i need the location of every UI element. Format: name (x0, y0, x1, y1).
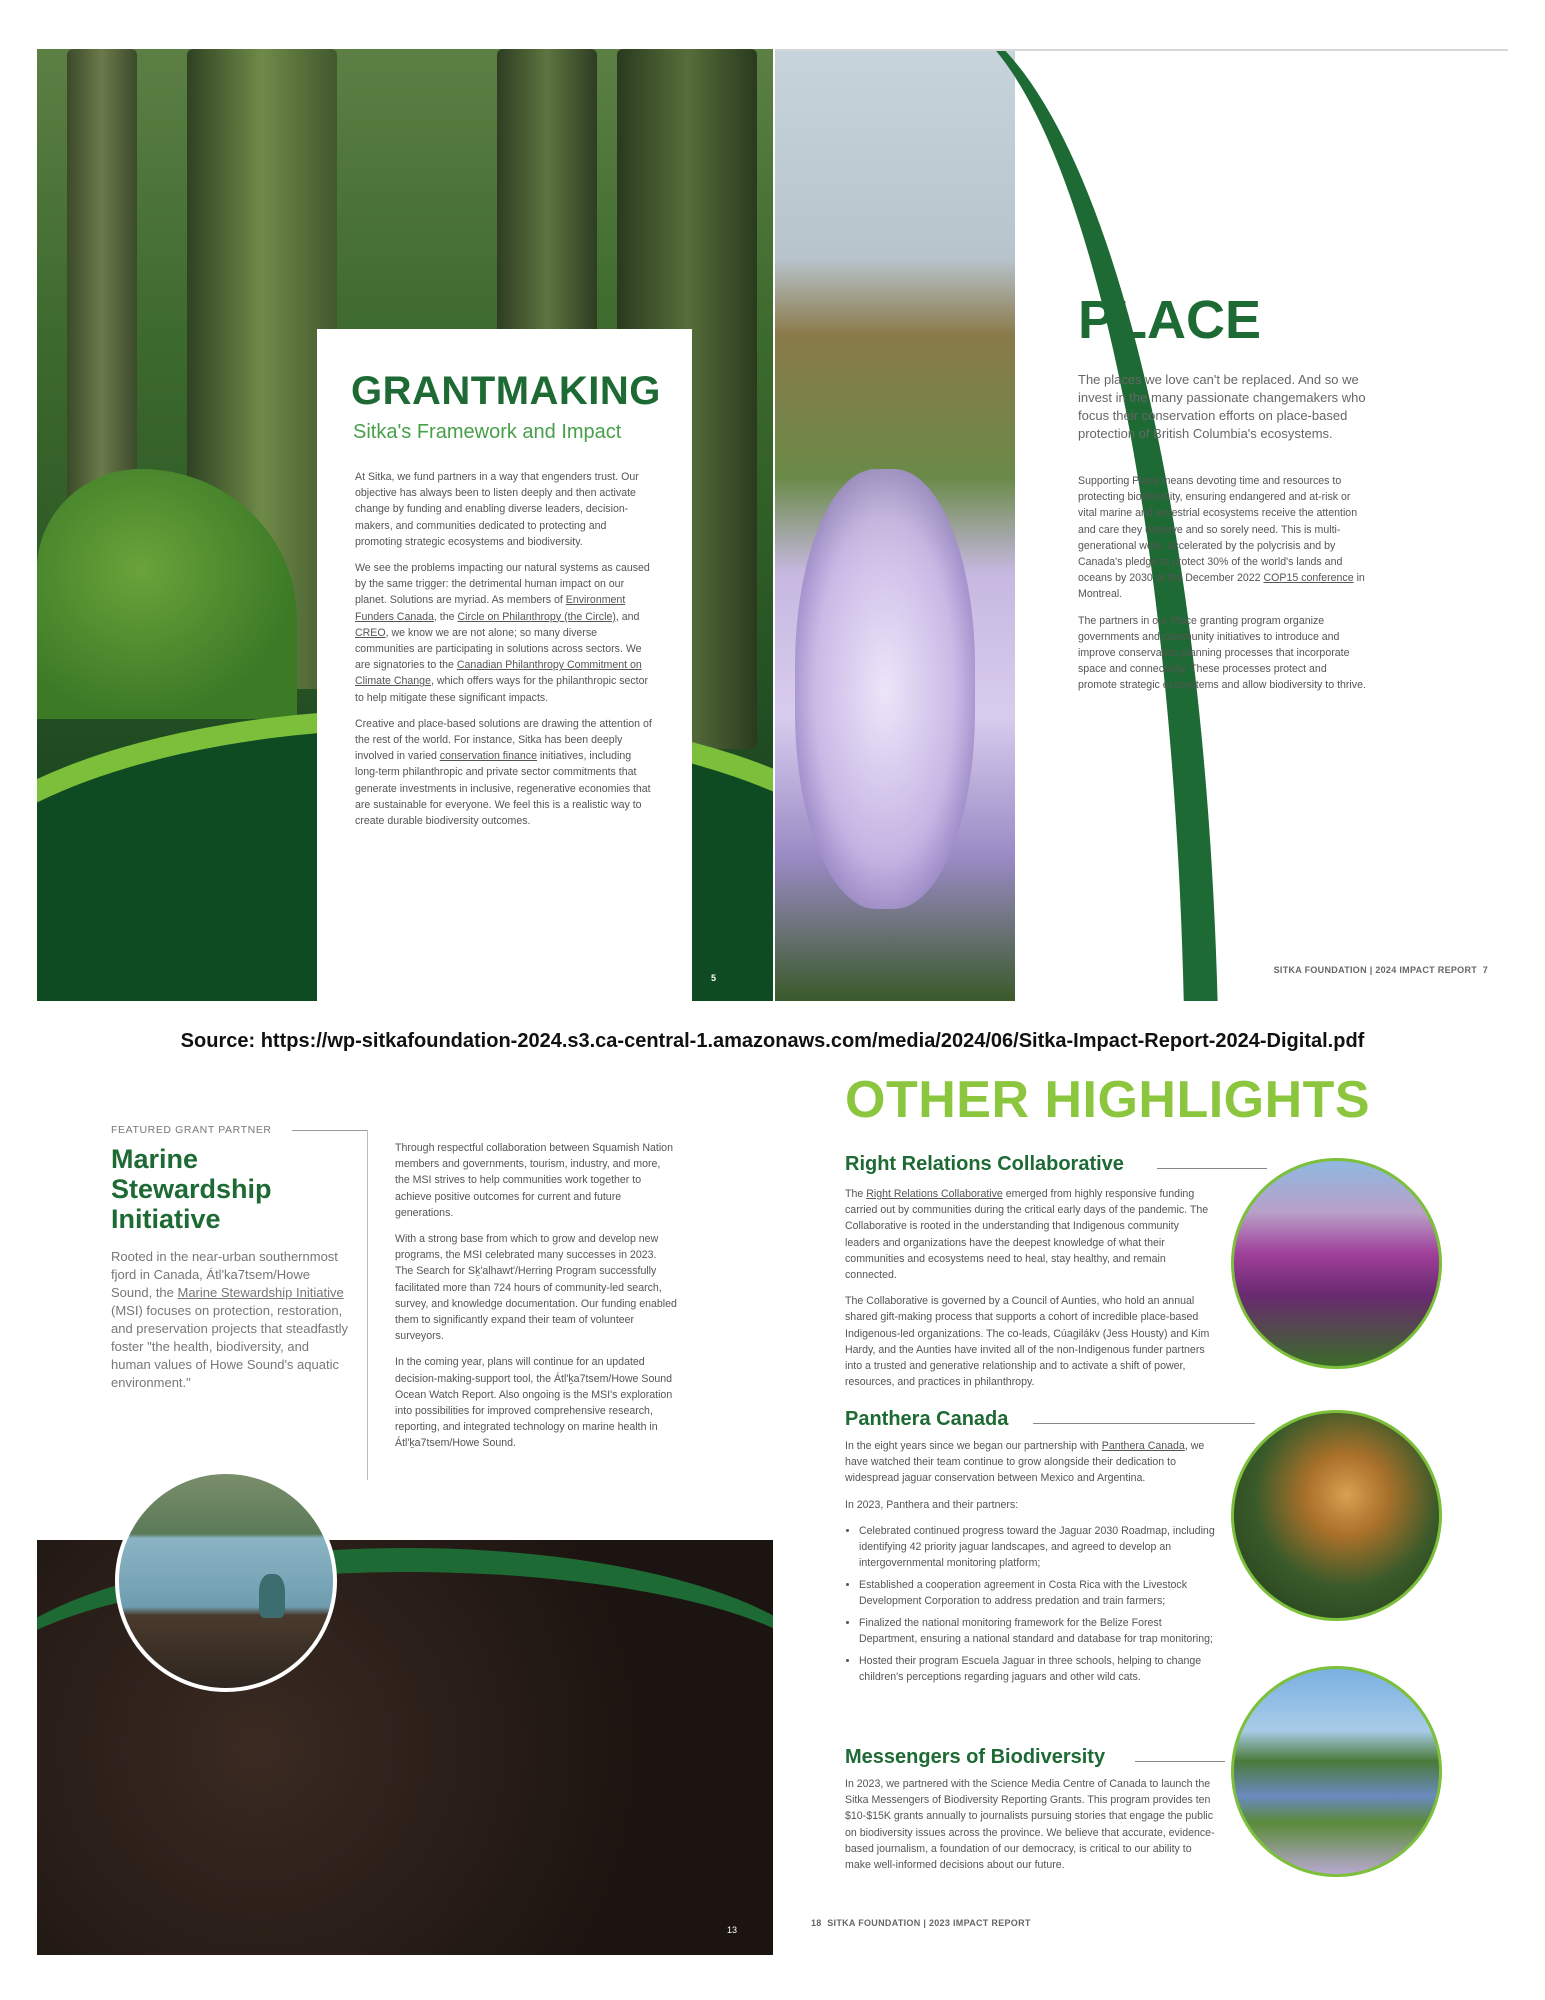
wetland-landscape-photo (1231, 1666, 1442, 1877)
jaguar-photo (1231, 1410, 1442, 1621)
messengers-paragraph-1: In 2023, we partnered with the Science Media Centre of Canada to launch the Sitka Messengers of Biodiversity Reporting Grants. This program provides ten $10-$15K grants annually to journalists pursuing stories that engage the public on biodiversity issues across the province. We believe that accurate, evidence-based journalism, a foundation of our democracy, is critical to our ability to make well-informed decisions about our future. (845, 1778, 1215, 1872)
msi-paragraph-1: Through respectful collaboration between Squamish Nation members and governments, tourism, industry, and more, the MSI strives to help communities work together to achieve positive outcomes for current and future generations. (395, 1142, 673, 1219)
text-span: Rooted in the near-urban southernmost fjord in Canada, Átl'ka7tsem/Howe Sound, the (111, 1249, 338, 1300)
text-span: in Montreal. (1078, 572, 1365, 601)
panthera-paragraph-1 (845, 1438, 1215, 1487)
msi-intro (111, 1248, 351, 1392)
heading-rule (1157, 1168, 1267, 1169)
heading-rule (1033, 1423, 1255, 1424)
place-body (1078, 473, 1368, 704)
grantmaking-body (355, 469, 655, 839)
list-item: • Finalized the national monitoring framework for the Belize Forest Department, ensuring a national standard and database for trap monitoring; (859, 1615, 1215, 1647)
list-item: • Celebrated continued progress toward the Jaguar 2030 Roadmap, including identifying 42 priority jaguar landscapes, and agreed to develop an intergovernmental monitoring platform; (859, 1523, 1215, 1571)
panthera-bullet-list (845, 1523, 1215, 1685)
conservation-finance-link[interactable]: conservation finance (439, 750, 537, 763)
page-number: 18 (811, 1918, 822, 1928)
text-span: , we have watched their team continue to grow alongside their dedication to widespread jaguar conservation between Mexico and Argentina. (845, 1440, 1205, 1485)
text-span: Creative and place-based solutions are drawing the attention of the rest of the world. For instance, Sitka has been deeply involved in varied (355, 717, 652, 763)
cop15-conference-link[interactable]: COP15 conference (1263, 572, 1354, 585)
panthera-body (845, 1438, 1215, 1693)
panthera-paragraph-2: In 2023, Panthera and their partners: (845, 1498, 1019, 1511)
place-title: PLACE (1078, 290, 1262, 350)
text-span: emerged from highly responsive funding carried out by communities during the critical early days of the pandemic. The Collaborative is rooted in the understanding that Indigenous community leaders and organizations have the deepest knowledge of what their communities and ecosystems need to heal, stay healthy, and remain connected. (845, 1188, 1209, 1282)
featured-grant-label: FEATURED GRANT PARTNER (111, 1124, 272, 1136)
circle-on-philanthropy-link[interactable]: Circle on Philanthropy (the Circle) (457, 610, 616, 623)
person-by-sea-photo (115, 1470, 337, 1692)
grantmaking-paragraph-3 (355, 716, 655, 829)
msi-paragraph-3: In the coming year, plans will continue for an updated decision-making-support tool, the Átl'ḵa7tsem/Howe Sound Ocean Watch Report. Also ongoing is the MSI's exploration into possibilities for improved comprehensive research, reporting, and integrated technology on marine health in Átl'ḵa7tsem/Howe Sound. (395, 1356, 673, 1450)
seated-person-figure (259, 1574, 285, 1618)
column-divider (367, 1130, 368, 1480)
text-span: The (845, 1188, 867, 1200)
text-span: , and (615, 610, 640, 623)
msi-paragraph-2: With a strong base from which to grow and develop new programs, the MSI celebrated many successes in 2023. The Search for Sḵ'alhawt'/Herring Program successfully facilitated more than 724 hours of community-led search, survey, and knowledge documentation. Our funding enabled them to significantly expand their team of volunteer surveyors. (395, 1233, 677, 1343)
environment-funders-canada-link[interactable]: Environment Funders Canada (355, 594, 626, 623)
source-citation: Source: https://wp-sitkafoundation-2024.s3.ca-central-1.amazonaws.com/media/2024/06/Sitka-Impact-Report-2024-Digital.pdf (180, 1030, 1365, 1052)
text-span: In the eight years since we began our partnership with (845, 1440, 1102, 1452)
text-span: , we know we are not alone; so many diverse communities are participating in solutions across sectors. We are signatories to the (355, 626, 642, 672)
place-footer (1274, 965, 1488, 975)
page-number: 5 (710, 973, 716, 983)
page-number: 13 (726, 1925, 737, 1935)
grantmaking-subtitle: Sitka's Framework and Impact (353, 421, 622, 443)
list-item: • Hosted their program Escuela Jaguar in three schools, helping to change children's perceptions regarding jaguars and other wild cats. (859, 1653, 1215, 1685)
text-span: initiatives, including long-term philanthropic and private sector commitments that generate investments in inclusive, regenerative economies that are sustainable for everyone. We feel this is a realistic way to create durable biodiversity outcomes. (355, 750, 651, 828)
text-span: Supporting Place means devoting time and resources to protecting biodiversity, ensuring endangered and at-risk or vital marine and terrestrial ecosystems receive the attention and care they deserve and so sorely need. This is multi-generational work, accelerated by the polycrisis and by Canada's pledge to protect 30% of the world's lands and oceans by 2030 at the December 2022 (1078, 475, 1358, 585)
footer-label: SITKA FOUNDATION | 2023 IMPACT REPORT (827, 1918, 1031, 1928)
right-relations-collaborative-link[interactable]: Right Relations Collaborative (866, 1188, 1003, 1200)
highlights-footer (811, 1918, 1031, 1928)
list-item: • Established a cooperation agreement in Costa Rica with the Livestock Development Corporation to address predation and train farmers; (859, 1577, 1215, 1609)
msi-page (37, 1070, 773, 1955)
text-span: , the (433, 610, 458, 623)
rrc-paragraph-2: The Collaborative is governed by a Council of Aunties, who hold an annual shared gift-making process that supports a cohort of incredible place-based Indigenous-led organizations. The co-leads, Cúagilákv (Jess Housty) and Kim Hardy, and the Aunties have invited all of the non-Indigenous funder partners into a trusted and generative relationship and to activate a shift of power, resources, and practices in philanthropy. (845, 1295, 1210, 1389)
text-span: (MSI) focuses on protection, restoration, and preservation projects that steadfastly foster "the health, biodiversity, and human values of Howe Sound's aquatic environment." (111, 1303, 349, 1390)
forest-trunk-image (497, 49, 597, 369)
msi-title: Marine Stewardship Initiative (111, 1144, 272, 1234)
other-highlights-title: OTHER HIGHLIGHTS (845, 1071, 1371, 1129)
place-page (775, 49, 1508, 1001)
panthera-heading: Panthera Canada (845, 1408, 1009, 1430)
footer-label: SITKA FOUNDATION | 2024 IMPACT REPORT (1273, 965, 1478, 975)
heading-rule (1135, 1761, 1225, 1762)
grantmaking-title: GRANTMAKING (351, 369, 661, 413)
marine-stewardship-initiative-link[interactable]: Marine Stewardship Initiative (177, 1285, 344, 1300)
panthera-canada-link[interactable]: Panthera Canada (1101, 1440, 1185, 1452)
place-paragraph-2: The partners in our Place granting program organize governments and community initiatives to introduce and improve conservation planning processes that incorporate space and connectivity. These processes protect and promote strategic ecosystems and allow biodiversity to thrive. (1078, 614, 1366, 692)
grantmaking-page (37, 49, 773, 1001)
place-lede: The places we love can't be replaced. And so we invest in the many passionate changemakers who focus their conservation efforts on place-based protection of British Columbia's ecosystems. (1078, 372, 1366, 441)
canadian-philanthropy-commitment-link[interactable]: Canadian Philanthropy Commitment on Climate Change (355, 659, 642, 688)
grantmaking-paragraph-1: At Sitka, we fund partners in a way that engenders trust. Our objective has always been to listen deeply and then activate change by funding and enabling diverse leaders, decision-makers, and communities dedicated to protecting and promoting strategic ecosystems and biodiversity. (355, 471, 639, 548)
page-number: 7 (1482, 965, 1488, 975)
rrc-heading: Right Relations Collaborative (845, 1153, 1124, 1175)
text-span: , which offers ways for the philanthropic sector to help mitigate these significant impacts. (355, 675, 649, 704)
grantmaking-paragraph-2 (355, 560, 655, 706)
msi-body (395, 1140, 677, 1462)
rrc-paragraph-1 (845, 1186, 1215, 1283)
rrc-body (845, 1186, 1215, 1400)
text-span: We see the problems impacting our natural systems as caused by the same trigger: the detrimental human impact on our planet. Solutions are myriad. As members of (355, 562, 650, 607)
fireweed-photo (1231, 1158, 1442, 1369)
top-divider-line (775, 49, 1508, 51)
messengers-body (845, 1776, 1215, 1883)
grantmaking-text-card (317, 329, 716, 1001)
creo-link[interactable]: CREO (355, 626, 386, 639)
label-rule (292, 1130, 367, 1131)
other-highlights-page (775, 1070, 1508, 1955)
place-paragraph-1 (1078, 473, 1368, 603)
messengers-heading: Messengers of Biodiversity (845, 1746, 1106, 1768)
